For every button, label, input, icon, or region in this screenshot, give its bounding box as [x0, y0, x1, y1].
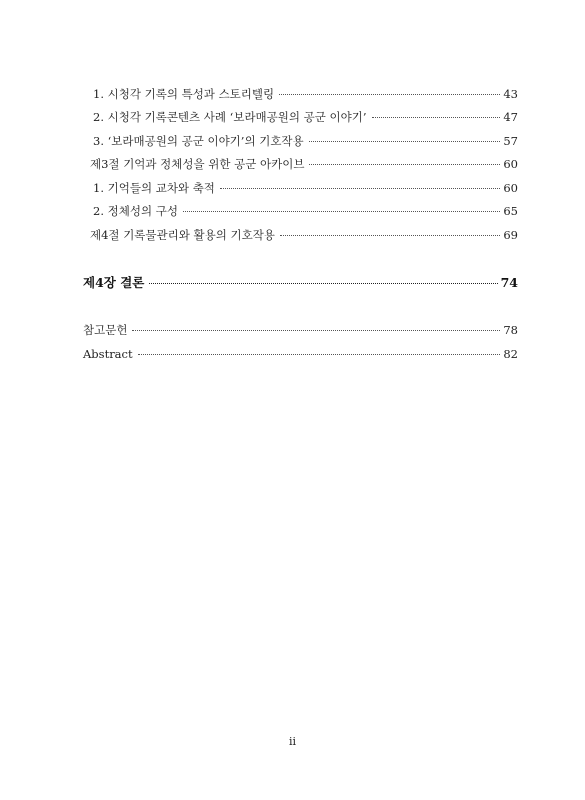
dot-leader [309, 141, 501, 142]
toc-entry-label: 제4장 결론 [83, 275, 145, 290]
toc-entry-label: 3. ‘보라매공원의 공군 이야기’의 기호작용 [93, 134, 304, 148]
toc-entry-page: 69 [503, 228, 518, 242]
toc-entry [93, 133, 518, 149]
toc-entry-label: 2. 시청각 기록콘텐츠 사례 ‘보라매공원의 공군 이야기’ [93, 110, 367, 124]
toc-entry [83, 346, 518, 362]
toc-entry [93, 203, 518, 219]
dot-leader [372, 117, 501, 118]
toc-entry-page: 60 [503, 157, 518, 171]
toc-entry-page: 57 [503, 134, 518, 148]
toc-entry [93, 86, 518, 102]
dot-leader [220, 188, 500, 189]
toc-entry [90, 227, 518, 243]
dot-leader [149, 283, 497, 284]
toc-entry [93, 180, 518, 196]
toc-entry [90, 156, 518, 172]
toc-entry-label: Abstract [83, 347, 133, 361]
toc-entry-page: 65 [503, 204, 518, 218]
dot-leader [183, 211, 500, 212]
toc-entry-page: 74 [500, 275, 518, 290]
toc-entry-page: 60 [503, 181, 518, 195]
dot-leader [132, 330, 500, 331]
toc-entry-label: 참고문헌 [83, 323, 128, 337]
toc-entry-page: 43 [503, 87, 518, 101]
toc-chapter-entry [83, 275, 518, 291]
dot-leader [280, 235, 500, 236]
toc-entry-label: 1. 기억들의 교차와 축적 [93, 181, 215, 195]
toc-entry [93, 109, 518, 125]
toc-entry-label: 1. 시청각 기록의 특성과 스토리텔링 [93, 87, 275, 101]
toc-entry-page: 78 [503, 323, 518, 337]
toc-entry-page: 82 [503, 347, 518, 361]
dot-leader [138, 354, 501, 355]
toc-entry-page: 47 [503, 110, 518, 124]
toc-entry [83, 322, 518, 338]
toc-entry-label: 2. 정체성의 구성 [93, 204, 178, 218]
page-number: ii [288, 735, 297, 748]
toc-entry-label: 제3절 기억과 정체성을 위한 공군 아카이브 [90, 157, 305, 171]
toc-entry-label: 제4절 기록물관리와 활용의 기호작용 [90, 228, 275, 242]
dot-leader [279, 94, 500, 95]
dot-leader [309, 164, 500, 165]
